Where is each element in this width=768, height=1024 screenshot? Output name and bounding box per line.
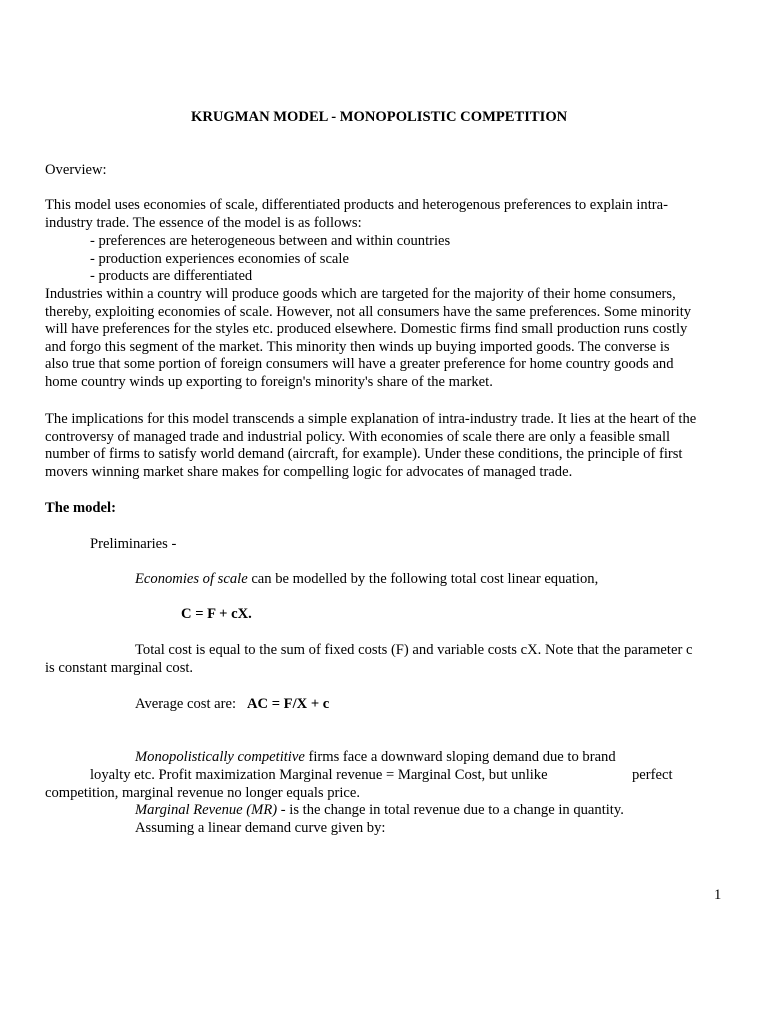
economies-of-scale-term: Economies of scale — [135, 571, 248, 587]
text-line: Industries within a country will produce goods which are targeted for the majority of their home consumers, — [45, 286, 676, 302]
page-number: 1 — [714, 887, 722, 903]
text-line: thereby, exploiting economies of scale. However, not all consumers have the same preferences. Some minority — [45, 303, 692, 320]
monopolistic-line-1 — [135, 749, 616, 767]
economies-of-scale-line — [135, 571, 598, 589]
monopolistic-line-3: competition, marginal revenue no longer equals price. — [45, 785, 361, 801]
paragraph-industries — [45, 286, 725, 392]
page-title: KRUGMAN MODEL - MONOPOLISTIC COMPETITION — [191, 109, 568, 125]
average-cost-equation: AC = F/X + c — [246, 696, 330, 712]
marginal-revenue-text: - is the change in total revenue due to a change in quantity. — [277, 802, 624, 818]
text-line: will have preferences for the styles etc. produced elsewhere. Domestic firms find small production runs costly — [45, 321, 688, 338]
average-cost-line — [135, 696, 329, 714]
text-line: This model uses economies of scale, differentiated products and heterogenous preferences to explain intra- — [45, 197, 668, 213]
text-line: The implications for this model transcends a simple explanation of intra-industry trade. It lies at the heart of the — [45, 411, 697, 427]
bullet-list — [90, 233, 768, 286]
average-cost-label: Average cost are: — [135, 696, 237, 712]
list-item: - production experiences economies of scale — [90, 250, 349, 267]
preliminaries-label: Preliminaries - — [90, 536, 177, 552]
list-item: - preferences are heterogeneous between and within countries — [90, 233, 451, 249]
monopolistic-text: firms face a downward sloping demand due to brand — [304, 749, 616, 765]
linear-demand-line: Assuming a linear demand curve given by: — [135, 820, 386, 836]
total-cost-equation: C = F + cX. — [181, 606, 252, 622]
text-line: movers winning market share makes for compelling logic for advocates of managed trade. — [45, 463, 573, 480]
economies-of-scale-text: can be modelled by the following total cost linear equation, — [247, 571, 599, 587]
text-line: and forgo this segment of the market. This minority then winds up buying imported goods. The converse is — [45, 338, 670, 355]
intro-paragraph — [45, 197, 725, 232]
monopolistic-line-2: loyalty etc. Profit maximization Marginal revenue = Marginal Cost, but unlike — [90, 767, 548, 783]
list-item: - products are differentiated — [90, 268, 253, 285]
model-heading: The model: — [45, 500, 116, 516]
total-cost-line-1: Total cost is equal to the sum of fixed costs (F) and variable costs cX. Note that the parameter c — [135, 642, 693, 658]
text-line: home country winds up exporting to foreign's minority's share of the market. — [45, 373, 493, 390]
monopolistic-line-2-end: perfect — [632, 767, 673, 783]
marginal-revenue-line — [135, 802, 624, 820]
text-line: number of firms to satisfy world demand (aircraft, for example). Under these conditions, the principle of first — [45, 446, 683, 463]
text-line: industry trade. The essence of the model is as follows: — [45, 214, 362, 231]
overview-heading: Overview: — [45, 162, 107, 178]
paragraph-implications — [45, 411, 725, 481]
text-line: controversy of managed trade and industrial policy. With economies of scale there are only a feasible small — [45, 428, 671, 445]
marginal-revenue-term: Marginal Revenue (MR) — [135, 802, 278, 818]
total-cost-line-2: is constant marginal cost. — [45, 660, 194, 676]
monopolistic-term: Monopolistically competitive — [135, 749, 305, 765]
text-line: also true that some portion of foreign consumers will have a greater preference for home country goods and — [45, 356, 674, 373]
